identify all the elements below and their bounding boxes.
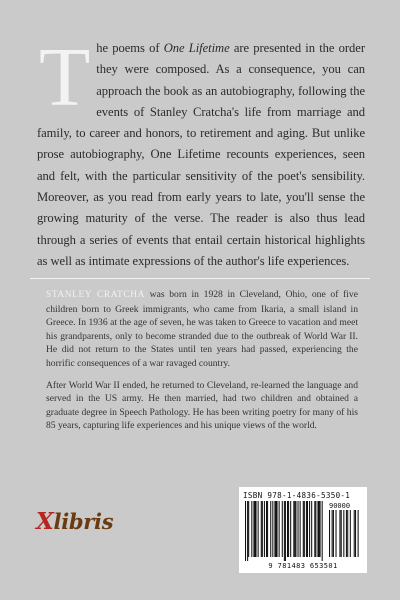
divider-rule [30, 278, 370, 279]
barcode-addon-bar [336, 510, 337, 557]
barcode-bar [288, 501, 289, 557]
barcode-bar [320, 501, 321, 557]
barcode-bar [314, 501, 315, 557]
drop-cap: T [39, 31, 91, 124]
barcode-bar [262, 501, 263, 557]
barcode-bar [254, 501, 255, 557]
barcode-bar [277, 501, 278, 557]
barcode-bar [264, 501, 265, 557]
barcode-bar [303, 501, 304, 557]
barcode-bar [307, 501, 308, 557]
barcode-addon-bar [354, 510, 355, 557]
barcode-addon-bar [329, 510, 330, 557]
barcode-bar [258, 501, 259, 557]
barcode-bar [285, 501, 286, 561]
barcode-bar [282, 501, 283, 557]
barcode-bar [253, 501, 254, 557]
barcode-bar [284, 501, 285, 561]
barcode-bar [306, 501, 307, 557]
barcode-panel [239, 487, 367, 573]
barcode-addon-bar [347, 510, 348, 557]
barcode-bar [287, 501, 288, 557]
barcode-bar [315, 501, 316, 557]
barcode-addon-bar [333, 510, 334, 557]
barcode-bar [275, 501, 276, 557]
barcode-bar [272, 501, 273, 557]
barcode-bar [245, 501, 246, 561]
bio-paragraph-1-text: was born in 1928 in Cleveland, Ohio, one of five children born to Greek immigrants, who came from Ikaria, a small island in Greece. In 1936 at the age of seven, he was taken to Greece to vacation and meet his grandparents, only to become stranded due to the outbreak of World War II. He did not return to the States until ten years had passed, experiencing the horrific consequences of a war ravaged country. [46, 289, 358, 369]
barcode-addon-bar [332, 510, 333, 557]
barcode-addon-bar [350, 510, 351, 557]
bio-paragraph-1 [46, 288, 358, 371]
book-title-italic: One Lifetime [163, 41, 230, 55]
barcode-addon-bar [355, 510, 356, 557]
blurb-paragraph [37, 31, 365, 272]
barcode-bar [304, 501, 305, 557]
barcode-addon-bar [343, 510, 344, 557]
bio-paragraph-2: After World War II ended, he returned to Cleveland, re-learned the language and served in the US army. He then married, had two children and obtained a graduate degree in Speech Pathology. He has been writing poetry for many of his 85 years, capturing life experiences and his unique views of the world. [46, 379, 358, 432]
barcode-addon-bar [358, 510, 359, 557]
isbn-label: ISBN 978-1-4836-5350-1 [243, 491, 351, 500]
barcode-bar [300, 501, 301, 557]
barcode-bar [261, 501, 262, 557]
barcode-bar [322, 501, 323, 561]
barcode-image [243, 501, 363, 561]
barcode-bar [311, 501, 312, 557]
publisher-logo-initial: X [36, 508, 54, 535]
barcode-bar [248, 501, 249, 557]
barcode-bar [270, 501, 271, 557]
author-bio [46, 288, 358, 441]
barcode-bar [295, 501, 296, 557]
barcode-bar [298, 501, 299, 557]
barcode-bar [266, 501, 267, 557]
barcode-bar [290, 501, 291, 557]
barcode-addon-bar [341, 510, 342, 557]
barcode-bar [267, 501, 268, 557]
blurb-text-start: he poems of [96, 41, 164, 55]
author-name: STANLEY CRATCHA [46, 290, 145, 300]
barcode-bar [279, 501, 280, 557]
publisher-logo [36, 508, 113, 535]
barcode-bar [293, 501, 294, 557]
barcode-bar [319, 501, 320, 557]
barcode-bar [256, 501, 257, 557]
barcode-bar [247, 501, 248, 561]
barcode-bar [294, 501, 295, 557]
barcode-number: 9 781483 653501 [268, 562, 338, 570]
barcode-addon-bar [346, 510, 347, 557]
barcode-addon-bar [339, 510, 340, 557]
barcode-bar [309, 501, 310, 557]
barcode-bar [317, 501, 318, 557]
blurb-text-rest: are presented in the order they were composed. As a consequence, you can approach the book as an autobiography, following the events of Stanley Cratcha's life from marriage and family, to career and honors, to retirement and aging. But unlike prose autobiography, One Lifetime recounts experiences, seen and felt, with the particular sensitivity of the poet's sensibility. Moreover, as you read from early years to late, you'll sense the growing maturity of the verse. The reader is also thus lead through a series of events that entail certain historical highlights as well as intimate expressions of the author's life experiences. [37, 41, 365, 268]
barcode-bar [274, 501, 275, 557]
publisher-logo-rest: libris [53, 509, 114, 534]
price-code: 90000 [329, 502, 351, 510]
barcode-bar [251, 501, 252, 557]
